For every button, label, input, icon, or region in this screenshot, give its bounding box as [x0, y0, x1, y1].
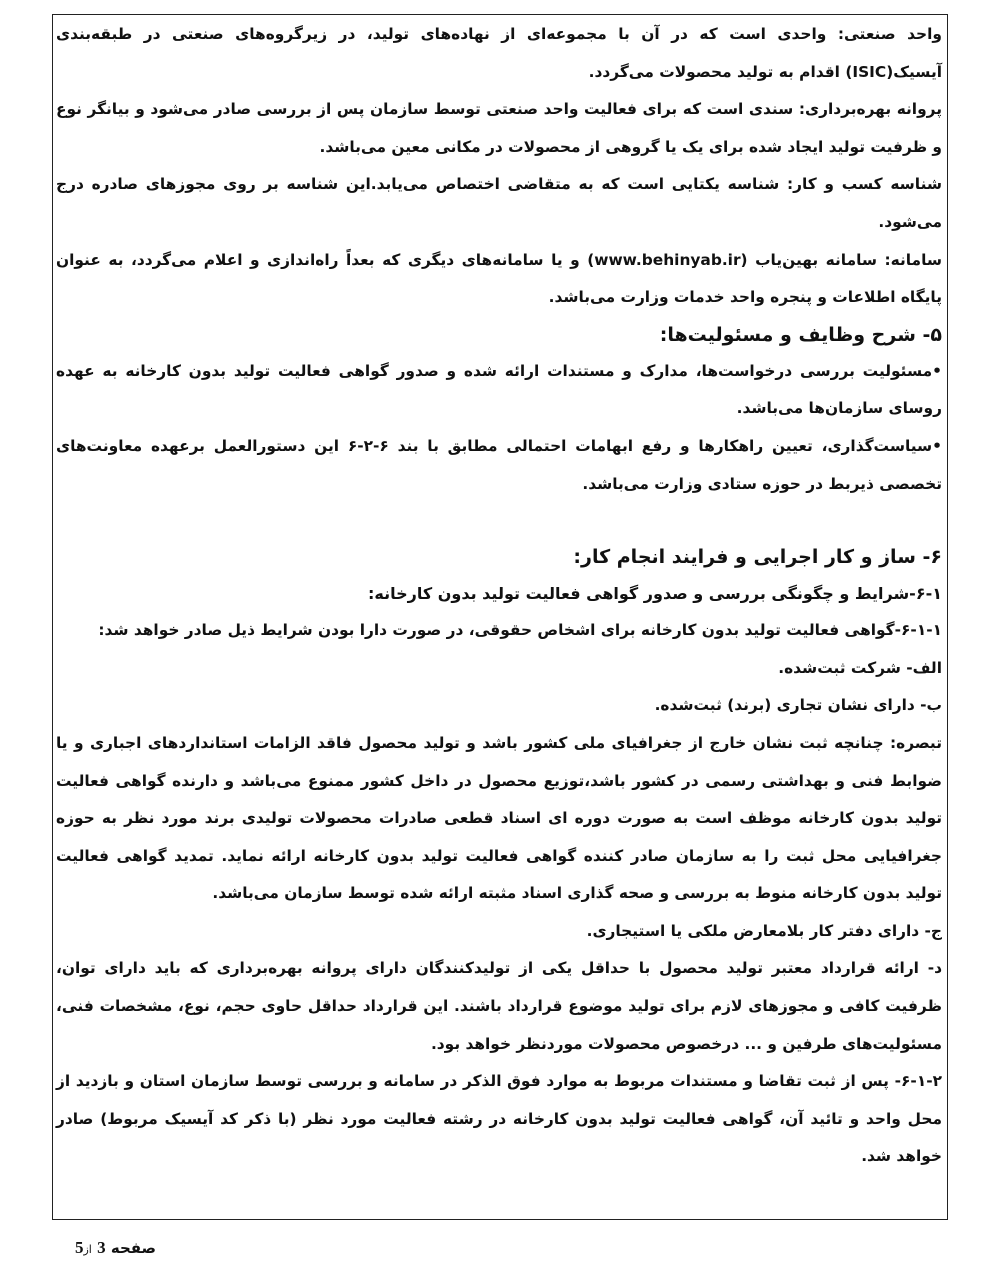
section-5-bullet: •سیاست‌گذاری، تعیین راهکارها و رفع ابهامات احتمالی مطابق با بند ۶-۲-۶ این دستورالعمل برعهده معاونت‌های تخصصی ذیربط در حوزه ستادی وزارت می‌باشد.: [56, 436, 942, 493]
total-pages: 5: [75, 1238, 84, 1257]
definition-operating-license: پروانه بهره‌برداری: سندی است که برای فعالیت واحد صنعتی توسط سازمان پس از بررسی صادر می‌شود و بیانگر نوع و ظرفیت تولید ایجاد شده برای یک یا گروهی از محصولات در مکانی معین می‌باشد.: [56, 100, 942, 156]
item-be: ب- دارای نشان تجاری (برند) ثبت‌شده.: [654, 696, 942, 715]
section-6-1-heading: ۶-۱-شرایط و چگونگی بررسی و صدور گواهی فعالیت تولید بدون کارخانه:: [368, 584, 942, 604]
page-number: [75, 1238, 156, 1258]
page-label: صفحه: [110, 1239, 157, 1257]
section-5-heading: ۵- شرح وظایف و مسئولیت‌ها:: [659, 323, 942, 346]
section-6-heading: ۶- ساز و کار اجرایی و فرایند انجام کار:: [573, 546, 942, 569]
section-5-bullet: •مسئولیت بررسی درخواست‌ها، مدارک و مستندات ارائه شده و صدور گواهی فعالیت تولید بدون کارخانه به عهده روسای سازمان‌ها می‌باشد.: [56, 361, 942, 418]
note-paragraph: تبصره: چنانچه ثبت نشان خارج از جغرافیای ملی کشور باشد و تولید محصول فاقد الزامات استانداردهای اجباری و یا ضوابط فنی و بهداشتی رسمی در کشور باشد،توزیع محصول در داخل کشور ممنوع می‌باشد و دارنده گواهی فعالیت تولید بدون کارخانه موظف است به صورت دوره ای اسناد قطعی صادرات محصولات تولیدی برند مورد نظر به حوزه جغرافیایی محل ثبت را به سازمان صادر کننده گواهی فعالیت تولید بدون کارخانه ارائه نماید. تمدید گواهی فعالیت تولید بدون کارخانه منوط به بررسی و صحه گذاری اسناد مثبته ارائه شده توسط سازمان می‌باشد.: [56, 733, 942, 903]
definition-system: سامانه: سامانه بهین‌یاب (www.behinyab.ir) و یا سامانه‌های دیگری که بعداً راه‌اندازی و اعلام می‌گردد، به عنوان پایگاه اطلاعات و پنجره واحد خدمات وزارت می‌باشد.: [56, 250, 942, 307]
clause-6-1-2: ۶-۱-۲- پس از ثبت تقاضا و مستندات مربوط به موارد فوق الذکر در سامانه و بررسی توسط سازمان استان و بازدید از محل واحد و تائید آن، گواهی فعالیت تولید بدون کارخانه در رشته فعالیت مورد نظر (با ذکر کد آیسیک مربوط) صادر خواهد شد.: [56, 1072, 942, 1166]
definition-industrial-unit: واحد صنعتی: واحدی است که در آن با مجموعه‌ای از نهاده‌های تولید، در زیرگروه‌های صنعتی در طبقه‌بندی آیسیک(ISIC) اقدام به تولید محصولات می‌گردد.: [56, 25, 942, 81]
current-page: 3: [97, 1238, 106, 1257]
definition-business-id: شناسه کسب و کار: شناسه یکتایی است که به متقاضی اختصاص می‌یابد.این شناسه بر روی مجوزهای صادره درج می‌شود.: [56, 175, 942, 231]
section-spacer: [56, 503, 942, 539]
of-label: از: [83, 1243, 92, 1256]
document-body: [56, 16, 942, 1176]
item-jim: ج- دارای دفتر کار بلامعارض ملکی یا استیجاری.: [586, 921, 942, 940]
clause-6-1-1: ۶-۱-۱-گواهی فعالیت تولید بدون کارخانه برای اشخاص حقوقی، در صورت دارا بودن شرایط ذیل صادر خواهد شد:: [98, 621, 942, 640]
item-alef: الف- شرکت ثبت‌شده.: [778, 658, 942, 677]
item-dal: د- ارائه قرارداد معتبر تولید محصول با حداقل یکی از تولیدکنندگان دارای پروانه بهره‌برداری که باید دارای توان، ظرفیت کافی و مجوزهای لازم برای تولید موضوع قرارداد باشند. این قرارداد حداقل حاوی حجم، نوع، مشخصات فنی، مسئولیت‌های طرفین و ... درخصوص محصولات موردنظر خواهد بود.: [56, 959, 942, 1053]
